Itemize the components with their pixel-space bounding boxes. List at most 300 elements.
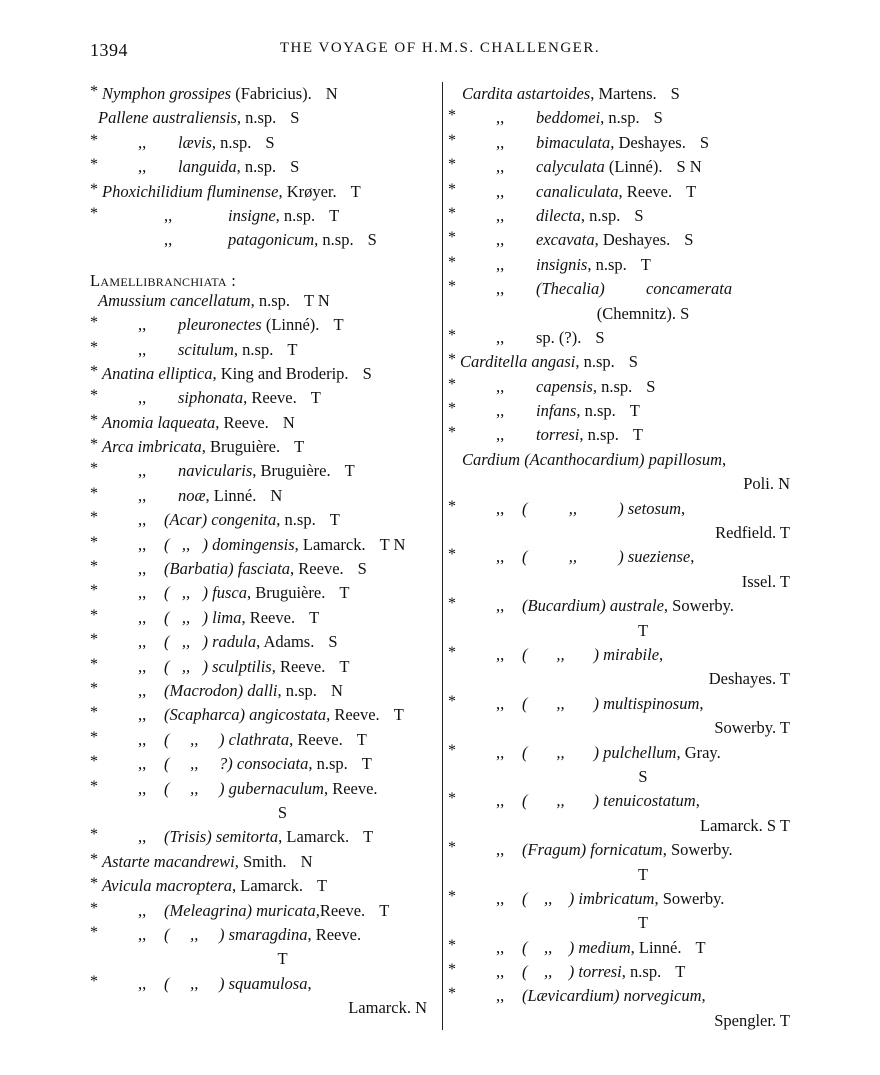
- asterisk-marker: *: [90, 777, 98, 795]
- entry-continuation: T: [637, 864, 649, 884]
- ditto-mark: ,,: [138, 705, 147, 725]
- entry-text: [460, 887, 724, 911]
- species-name: Pallene australiensis: [98, 108, 237, 128]
- species-name: navicularis: [178, 461, 253, 481]
- ditto-mark: ,,: [138, 534, 147, 554]
- locality-code: T: [695, 937, 706, 957]
- species-name: infans: [536, 401, 577, 421]
- species-name: dalli: [247, 680, 278, 700]
- species-entry: [448, 399, 798, 423]
- entry-continuation: Deshayes. T: [708, 669, 790, 689]
- species-name: muricata: [256, 900, 316, 920]
- asterisk-marker: *: [448, 643, 456, 661]
- authority: , n.sp.: [575, 352, 615, 372]
- asterisk-marker: *: [448, 400, 456, 418]
- species-entry: [448, 936, 798, 960]
- asterisk-marker: *: [90, 606, 98, 624]
- species-name: radula: [212, 632, 257, 652]
- ditto-mark: ,,: [138, 900, 147, 920]
- asterisk-marker: *: [448, 326, 456, 344]
- asterisk-marker: *: [90, 631, 98, 649]
- entry-continuation: Sowerby. T: [714, 718, 790, 738]
- locality-code: T: [310, 388, 321, 408]
- subgenus: ( ,, ): [522, 888, 575, 908]
- locality-code: S: [290, 157, 300, 177]
- ditto-mark: ,,: [496, 596, 505, 616]
- entry-text: [102, 825, 373, 849]
- species-entry: [448, 960, 798, 984]
- species-entry: [448, 741, 798, 765]
- species-entry: [448, 838, 798, 862]
- subgenus: ( ,, ): [522, 498, 624, 518]
- ditto-mark: ,,: [496, 937, 505, 957]
- running-title: THE VOYAGE OF H.M.S. CHALLENGER.: [279, 40, 601, 56]
- ditto-mark: ,,: [496, 376, 505, 396]
- species-name: pleuronectes: [178, 315, 262, 335]
- asterisk-marker: *: [90, 753, 98, 771]
- authority: sp. (?).: [536, 327, 582, 347]
- species-entry: [90, 703, 435, 727]
- asterisk-marker: *: [448, 497, 456, 515]
- authority: , Reeve.: [323, 778, 378, 798]
- species-name: fasciata: [237, 559, 291, 579]
- species-name: semitorta: [215, 827, 279, 847]
- species-name: setosum: [627, 498, 682, 518]
- species-entry: [448, 277, 798, 301]
- species-entry: [448, 253, 798, 277]
- authority: (Linné).: [604, 157, 663, 177]
- authority: , Sowerby.: [663, 596, 734, 616]
- authority: ,: [659, 644, 664, 664]
- species-name: Nymphon grossipes: [102, 84, 232, 103]
- species-entry: [90, 630, 435, 654]
- species-entry: [90, 752, 435, 776]
- locality-code: N: [330, 680, 343, 700]
- entry-continuation: (Chemnitz). S: [596, 303, 690, 323]
- authority: , n.sp.: [576, 401, 616, 421]
- species-entry: [448, 375, 798, 399]
- authority: , Deshayes.: [594, 230, 671, 250]
- authority: , n.sp.: [233, 339, 274, 359]
- authority: , n.sp.: [308, 754, 348, 774]
- ditto-mark: ,,: [138, 510, 147, 530]
- ditto-mark: ,,: [496, 327, 505, 347]
- species-name: medium: [578, 937, 631, 957]
- locality-code: S: [634, 205, 644, 225]
- entry-text: [98, 106, 299, 130]
- locality-code: S: [367, 230, 377, 250]
- entry-text: [460, 838, 733, 862]
- species-name: dilecta: [536, 205, 581, 225]
- ditto-mark: ,,: [138, 388, 147, 408]
- subgenus: ( ,, ): [522, 547, 624, 567]
- entry-text: [102, 606, 319, 630]
- species-name: Anatina elliptica: [102, 363, 213, 383]
- authority: , n.sp.: [621, 962, 662, 982]
- locality-code: S: [699, 132, 710, 152]
- subgenus: ( ,, ): [164, 583, 208, 603]
- ditto-mark: ,,: [138, 583, 147, 603]
- asterisk-marker: *: [90, 131, 98, 149]
- authority: ,: [690, 547, 695, 567]
- locality-code: S: [684, 230, 694, 250]
- locality-code: T: [675, 962, 686, 982]
- authority: , Adams.: [256, 632, 315, 652]
- asterisk-marker: *: [90, 509, 98, 527]
- species-name: insigne: [228, 205, 276, 225]
- subgenus: ( ,, ): [164, 534, 208, 554]
- ditto-mark: ,,: [138, 339, 147, 359]
- species-entry: [90, 435, 435, 459]
- species-name: domingensis: [212, 534, 295, 554]
- locality-code: S: [290, 108, 300, 128]
- species-entry: [448, 155, 798, 179]
- authority: ,: [701, 986, 706, 1006]
- authority: , n.sp.: [314, 230, 354, 250]
- species-name: pulchellum: [603, 742, 677, 762]
- locality-code: T: [317, 876, 328, 896]
- asterisk-marker: *: [448, 204, 456, 222]
- authority: , n.sp.: [592, 376, 633, 396]
- ditto-mark: ,,: [496, 962, 505, 982]
- subgenus: (Lævicardium): [522, 986, 620, 1006]
- locality-code: T: [356, 729, 367, 749]
- asterisk-marker: *: [448, 278, 456, 296]
- species-entry: [448, 789, 798, 813]
- species-name: excavata: [536, 230, 595, 250]
- species-entry: [90, 459, 435, 483]
- asterisk-marker: *: [90, 850, 98, 868]
- authority: , Reeve.: [271, 656, 326, 676]
- species-entry: [90, 106, 435, 130]
- asterisk-marker: *: [90, 204, 98, 222]
- entry-text: [460, 545, 694, 569]
- asterisk-marker: *: [448, 985, 456, 1003]
- locality-code: T: [361, 754, 372, 774]
- locality-code: S: [362, 363, 372, 383]
- ditto-mark: ,,: [496, 279, 505, 299]
- locality-code: S: [265, 132, 275, 152]
- entry-text: [462, 82, 680, 106]
- species-name: patagonicum: [228, 230, 315, 250]
- entry-text: [102, 655, 349, 679]
- species-name: consociata: [236, 754, 309, 774]
- species-entry: [448, 497, 798, 521]
- ditto-mark: ,,: [496, 108, 505, 128]
- authority: , n.sp.: [276, 510, 316, 530]
- ditto-mark: ,,: [496, 132, 505, 152]
- species-entry: [90, 411, 435, 435]
- locality-code: N: [282, 412, 295, 432]
- authority: , Bruguière.: [246, 583, 326, 603]
- species-entry: [448, 448, 798, 472]
- authority: ,: [722, 449, 727, 469]
- asterisk-marker: *: [90, 899, 98, 917]
- locality-code: T N: [379, 534, 406, 554]
- authority: , Reeve.: [326, 705, 380, 725]
- species-name: bimaculata: [536, 132, 611, 152]
- entry-text: [460, 155, 702, 179]
- ditto-mark: ,,: [496, 840, 505, 860]
- authority: , Reeve.: [307, 924, 362, 944]
- locality-code: N: [270, 485, 283, 505]
- species-entry: [90, 386, 435, 410]
- locality-code: T: [629, 401, 640, 421]
- entry-text: [460, 253, 651, 277]
- authority: , Gray.: [676, 742, 721, 762]
- species-entry: [448, 228, 798, 252]
- entry-text: [460, 326, 605, 350]
- locality-code: T: [379, 900, 390, 920]
- species-name: torresi: [578, 962, 622, 982]
- species-name: mirabile: [603, 644, 660, 664]
- species-entry: [90, 679, 435, 703]
- entry-continuation: Spengler. T: [714, 1010, 790, 1030]
- species-entry: [448, 692, 798, 716]
- entry-text: [102, 484, 282, 508]
- locality-code: T: [339, 656, 350, 676]
- entry-text: [460, 106, 663, 130]
- species-name: tenuicostatum: [603, 791, 696, 811]
- entry-continuation: Issel. T: [741, 571, 790, 591]
- locality-code: T: [287, 339, 298, 359]
- locality-code: T: [294, 437, 305, 457]
- entry-text: [460, 180, 696, 204]
- entry-text: [460, 594, 734, 618]
- authority: , Reeve.: [241, 607, 296, 627]
- ditto-mark: ,,: [138, 924, 147, 944]
- entry-text: [102, 204, 339, 228]
- species-name: angicostata: [249, 705, 327, 725]
- ditto-mark: ,,: [138, 729, 147, 749]
- ditto-mark: ,,: [138, 754, 147, 774]
- species-entry: [90, 850, 435, 874]
- authority: , n.sp.: [236, 157, 277, 177]
- entry-text: [102, 180, 361, 204]
- locality-code: S: [646, 376, 656, 396]
- right-column: [448, 82, 798, 1033]
- authority: , Bruguière.: [201, 437, 281, 457]
- asterisk-marker: *: [90, 728, 98, 746]
- asterisk-marker: *: [90, 83, 98, 100]
- entry-text: [102, 923, 361, 947]
- entry-continuation: T: [277, 949, 288, 969]
- species-entry: [90, 131, 435, 155]
- species-name: Carditella angasi: [460, 352, 576, 372]
- asterisk-marker: *: [448, 692, 456, 710]
- subgenus: (Fragum): [522, 840, 587, 860]
- entry-text: [460, 131, 709, 155]
- species-name: fornicatum: [590, 840, 663, 860]
- species-entry: [448, 887, 798, 911]
- authority: ,: [307, 973, 312, 993]
- species-name: lævis: [178, 132, 212, 152]
- authority: ,: [699, 693, 704, 713]
- locality-code: S: [328, 632, 338, 652]
- subgenus: (Bucardium): [522, 596, 606, 616]
- asterisk-marker: *: [90, 436, 98, 454]
- authority: , n.sp.: [211, 132, 252, 152]
- species-name: siphonata: [178, 388, 244, 408]
- authority: , n.sp.: [275, 205, 316, 225]
- species-name: fusca: [212, 583, 247, 603]
- asterisk-marker: *: [90, 460, 98, 478]
- authority: , Lamarck.: [232, 876, 304, 896]
- entry-text: [102, 630, 338, 654]
- locality-code: S N: [676, 157, 702, 177]
- species-name: canaliculata: [536, 181, 619, 201]
- authority: , King and Broderip.: [212, 363, 349, 383]
- section-heading-text: Lamellibranchiata :: [90, 270, 237, 290]
- entry-text: [460, 741, 721, 765]
- ditto-mark: ,,: [164, 230, 173, 250]
- species-entry: [448, 204, 798, 228]
- entry-text: [102, 386, 321, 410]
- asterisk-marker: *: [448, 107, 456, 125]
- subgenus: ( ,, ): [164, 973, 225, 993]
- subgenus: ( ,, ): [522, 962, 575, 982]
- asterisk-marker: *: [90, 180, 98, 198]
- entry-text: [102, 899, 389, 923]
- entry-text: [102, 972, 312, 996]
- authority: , Reeve.: [618, 181, 673, 201]
- asterisk-marker: *: [90, 484, 98, 502]
- species-name: torresi: [536, 425, 580, 445]
- asterisk-marker: *: [90, 704, 98, 722]
- locality-code: N: [300, 851, 313, 871]
- species-name: australe: [609, 596, 664, 616]
- species-entry: [448, 423, 798, 447]
- ditto-mark: ,,: [138, 607, 147, 627]
- entry-text: [102, 313, 344, 337]
- ditto-mark: ,,: [496, 693, 505, 713]
- species-entry: [90, 180, 435, 204]
- entry-text: [460, 375, 655, 399]
- entry-text: [102, 338, 297, 362]
- entry-text: [102, 131, 275, 155]
- species-name: Avicula macroptera: [102, 876, 232, 896]
- authority: , Reeve.: [289, 729, 343, 749]
- entry-continuation: Lamarck. S T: [700, 815, 790, 835]
- locality-code: T: [632, 425, 643, 445]
- species-entry: [90, 204, 435, 228]
- locality-code: T: [640, 254, 651, 274]
- species-entry: [90, 825, 435, 849]
- authority: , Sowerby.: [662, 840, 733, 860]
- species-name: noæ: [178, 485, 206, 505]
- authority: , Linné.: [205, 485, 257, 505]
- ditto-mark: ,,: [496, 644, 505, 664]
- species-entry: [90, 606, 435, 630]
- asterisk-marker: *: [448, 229, 456, 247]
- locality-code: T: [344, 461, 355, 481]
- species-name: beddomei: [536, 108, 601, 128]
- species-name: Cardita astartoides: [462, 84, 591, 103]
- ditto-mark: ,,: [496, 742, 505, 762]
- entry-continuation: S: [638, 766, 648, 786]
- species-entry: [90, 728, 435, 752]
- authority: , Reeve.: [290, 559, 344, 579]
- species-entry: [90, 899, 435, 923]
- ditto-mark: ,,: [138, 827, 147, 847]
- entry-text: [98, 289, 330, 313]
- authority: , n.sp.: [600, 108, 640, 128]
- species-entry: [90, 155, 435, 179]
- authority: , Linné.: [630, 937, 682, 957]
- asterisk-marker: *: [448, 961, 456, 979]
- left-column: [90, 82, 435, 1020]
- entry-text: [102, 362, 372, 386]
- entry-text: [460, 350, 638, 374]
- authority: , Lamarck.: [278, 827, 350, 847]
- locality-code: T: [686, 181, 697, 201]
- entry-continuation: Redfield. T: [715, 523, 790, 543]
- asterisk-marker: *: [448, 375, 456, 393]
- entry-text: [102, 228, 377, 252]
- entry-text: [460, 960, 685, 984]
- entry-continuation: T: [637, 913, 649, 933]
- asterisk-marker: *: [448, 180, 456, 198]
- subgenus: ( ,, ): [164, 778, 225, 798]
- species-name: gubernaculum: [228, 778, 324, 798]
- locality-code: S: [653, 108, 663, 128]
- species-name: norvegicum: [623, 986, 702, 1006]
- locality-code: T: [393, 705, 404, 725]
- page-number: 1394: [90, 40, 128, 60]
- species-name: Astarte macandrewi: [102, 851, 235, 871]
- species-entry: [90, 777, 435, 801]
- asterisk-marker: *: [90, 972, 98, 990]
- species-entry: [448, 82, 798, 106]
- species-entry: [90, 484, 435, 508]
- species-entry: [90, 655, 435, 679]
- section-heading: [90, 253, 435, 289]
- ditto-mark: ,,: [496, 791, 505, 811]
- subgenus: (Acar): [164, 510, 208, 530]
- locality-code: N: [325, 84, 338, 103]
- subgenus: ( ,, ): [164, 729, 225, 749]
- entry-continuation: Lamarck. N: [348, 998, 427, 1018]
- species-name: congenita: [211, 510, 277, 530]
- entry-text: [460, 399, 640, 423]
- species-entry: [448, 984, 798, 1008]
- ditto-mark: ,,: [496, 230, 505, 250]
- species-entry: [90, 362, 435, 386]
- species-name: languida: [178, 157, 237, 177]
- locality-code: T: [339, 583, 350, 603]
- species-name: Arca imbricata: [102, 437, 202, 457]
- authority: , Bruguière.: [252, 461, 331, 481]
- ditto-mark: ,,: [138, 315, 147, 335]
- ditto-mark: ,,: [496, 205, 505, 225]
- entry-text: [460, 643, 663, 667]
- locality-code: T: [329, 205, 340, 225]
- species-name: sueziense: [627, 547, 691, 567]
- authority: , n.sp.: [587, 254, 627, 274]
- ditto-mark: ,,: [138, 656, 147, 676]
- asterisk-marker: *: [90, 338, 98, 356]
- species-name: scitulum: [178, 339, 234, 359]
- entry-text: [102, 679, 343, 703]
- entry-text: [102, 850, 312, 874]
- subgenus: ( ,, ): [522, 693, 599, 713]
- asterisk-marker: *: [448, 546, 456, 564]
- authority: , n.sp.: [250, 290, 291, 310]
- entry-text: [460, 936, 706, 960]
- species-entry: [90, 972, 435, 996]
- asterisk-marker: *: [90, 679, 98, 697]
- species-name: imbricatum: [578, 888, 655, 908]
